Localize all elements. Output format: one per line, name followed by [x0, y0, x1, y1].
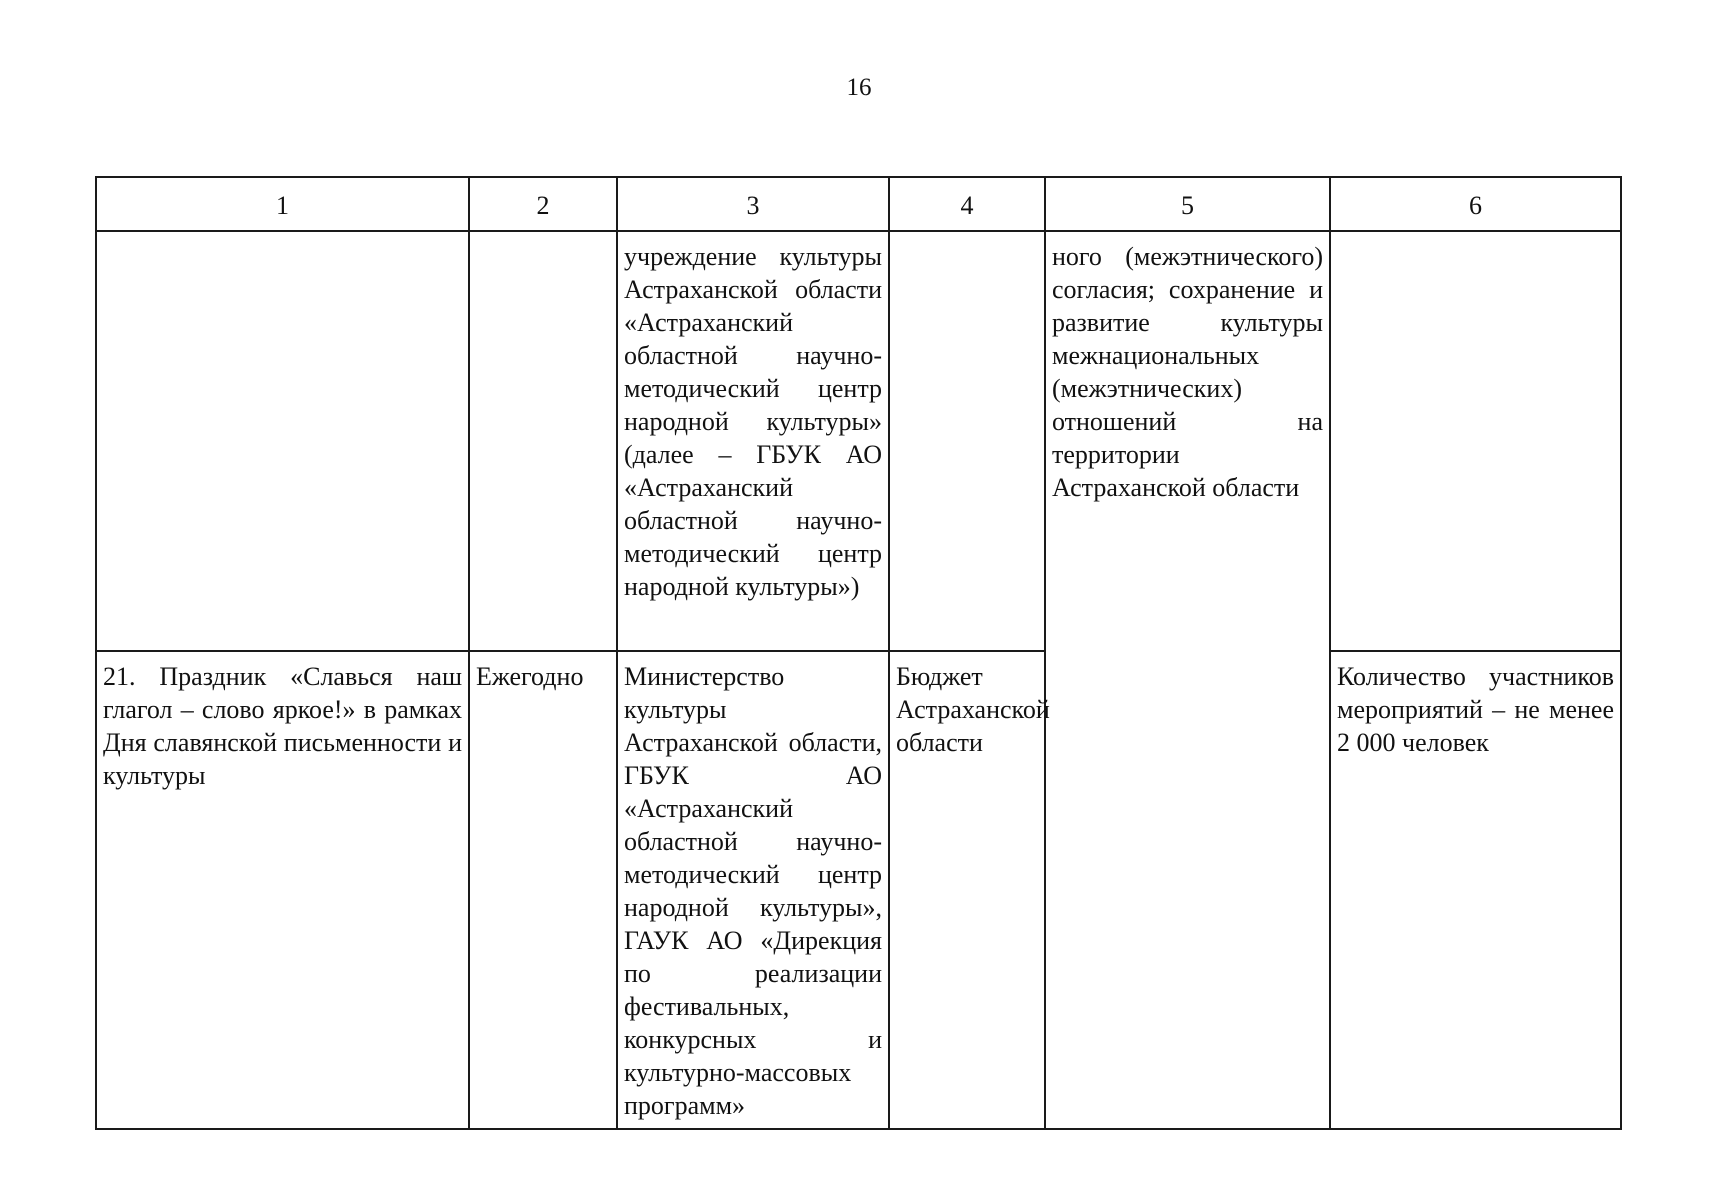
cell-event-name — [96, 231, 469, 651]
column-header-3: 3 — [617, 177, 889, 231]
table-row-continuation — [96, 231, 1621, 651]
cell-goal: ного (межэтнического) согласия; сохранение и развитие культуры межнациональных (межэтнических) отношений на территории Астраханской области — [1045, 231, 1330, 1129]
cell-funding — [889, 231, 1045, 651]
column-header-5: 5 — [1045, 177, 1330, 231]
cell-event-name: 21. Праздник «Славься наш глагол – слово яркое!» в рамках Дня славянской письменности и культуры — [96, 651, 469, 1129]
cell-period: Ежегодно — [469, 651, 617, 1129]
column-header-2: 2 — [469, 177, 617, 231]
table-row-21 — [96, 651, 1621, 1129]
cell-executor: учреждение культуры Астраханской области «Астраханский областной научно-методический центр народной культуры» (далее – ГБУК АО «Астраханский областной научно-методический центр народной культуры») — [617, 231, 889, 651]
cell-result: Количество участников мероприятий – не менее 2 000 человек — [1330, 651, 1621, 1129]
cell-executor: Министерство культуры Астраханской области, ГБУК АО «Астраханский областной научно-методический центр народной культуры», ГАУК АО «Дирекция по реализации фестивальных, конкурсных и культурно-массовых программ» — [617, 651, 889, 1129]
cell-period — [469, 231, 617, 651]
cell-result — [1330, 231, 1621, 651]
page-number: 16 — [846, 74, 872, 101]
table-header-row — [96, 177, 1621, 231]
column-header-6: 6 — [1330, 177, 1621, 231]
program-table — [95, 176, 1622, 1130]
column-header-1: 1 — [96, 177, 469, 231]
cell-funding: Бюджет Астраханской области — [889, 651, 1045, 1129]
column-header-4: 4 — [889, 177, 1045, 231]
